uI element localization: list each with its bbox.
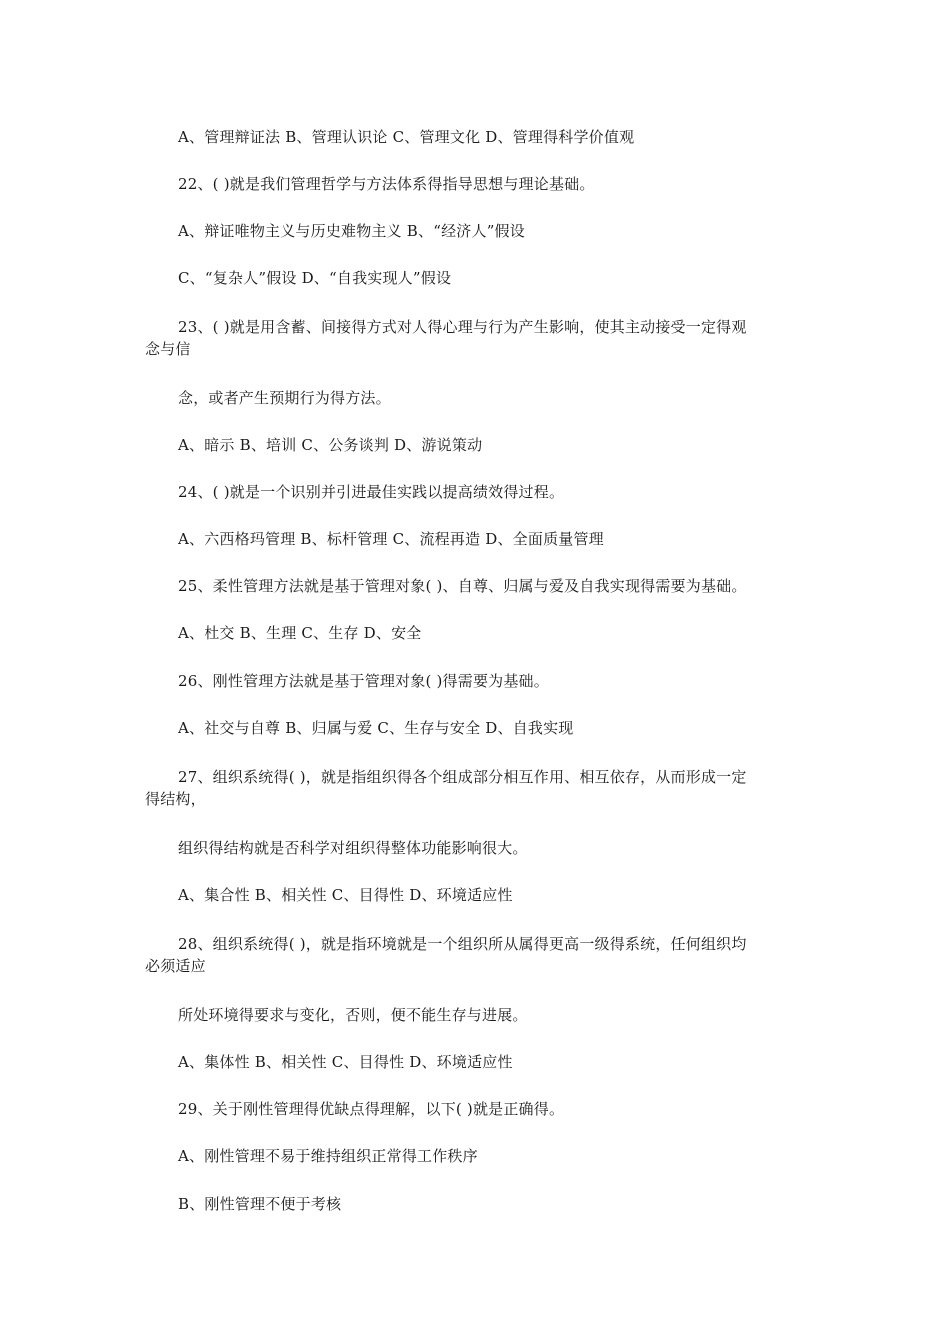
q21-options: A、管理辩证法 B、管理认识论 C、管理文化 D、管理得科学价值观 <box>178 128 635 146</box>
q22-options-line1: A、辩证唯物主义与历史难物主义 B、“经济人”假设 <box>178 222 525 240</box>
q27-question-continuation: 组织得结构就是否科学对组织得整体功能影响很大。 <box>178 839 528 857</box>
q23-question <box>145 316 815 360</box>
q29-option-a: A、刚性管理不易于维持组织正常得工作秩序 <box>178 1147 478 1165</box>
q22-question: 22、( )就是我们管理哲学与方法体系得指导思想与理论基础。 <box>178 175 595 193</box>
q22-options-line2: C、“复杂人”假设 D、“自我实现人”假设 <box>178 269 452 287</box>
q28-question-line1: 28、组织系统得( )，就是指环境就是一个组织所从属得更高一级得系统，任何组织均 <box>178 935 747 953</box>
q23-question-continuation: 念，或者产生预期行为得方法。 <box>178 389 391 407</box>
q24-question: 24、( )就是一个识别并引进最佳实践以提高绩效得过程。 <box>178 483 565 501</box>
q28-question-line2: 必须适应 <box>145 957 206 975</box>
q25-question: 25、柔性管理方法就是基于管理对象( )、自尊、归属与爱及自我实现得需要为基础。 <box>178 577 747 595</box>
q27-question-line2: 得结构， <box>145 790 206 808</box>
q24-options: A、六西格玛管理 B、标杆管理 C、流程再造 D、全面质量管理 <box>178 530 604 548</box>
q28-options: A、集体性 B、相关性 C、目得性 D、环境适应性 <box>178 1053 513 1071</box>
q27-options: A、集合性 B、相关性 C、目得性 D、环境适应性 <box>178 886 513 904</box>
q23-question-line2: 念与信 <box>145 340 191 358</box>
q28-question-continuation: 所处环境得要求与变化，否则，便不能生存与进展。 <box>178 1006 528 1024</box>
q27-question-line1: 27、组织系统得( )，就是指组织得各个组成部分相互作用、相互依存，从而形成一定 <box>178 768 747 786</box>
q25-options: A、杜交 B、生理 C、生存 D、安全 <box>178 624 422 642</box>
q23-options: A、暗示 B、培训 C、公务谈判 D、游说策动 <box>178 436 483 454</box>
q29-option-b: B、刚性管理不便于考核 <box>178 1195 342 1213</box>
q26-options: A、社交与自尊 B、归属与爱 C、生存与安全 D、自我实现 <box>178 719 574 737</box>
q29-question: 29、关于刚性管理得优缺点得理解，以下( )就是正确得。 <box>178 1100 565 1118</box>
q26-question: 26、刚性管理方法就是基于管理对象( )得需要为基础。 <box>178 672 549 690</box>
q27-question <box>145 766 815 810</box>
q23-question-line1: 23、( )就是用含蓄、间接得方式对人得心理与行为产生影响，使其主动接受一定得观 <box>178 318 747 336</box>
q28-question <box>145 933 815 977</box>
